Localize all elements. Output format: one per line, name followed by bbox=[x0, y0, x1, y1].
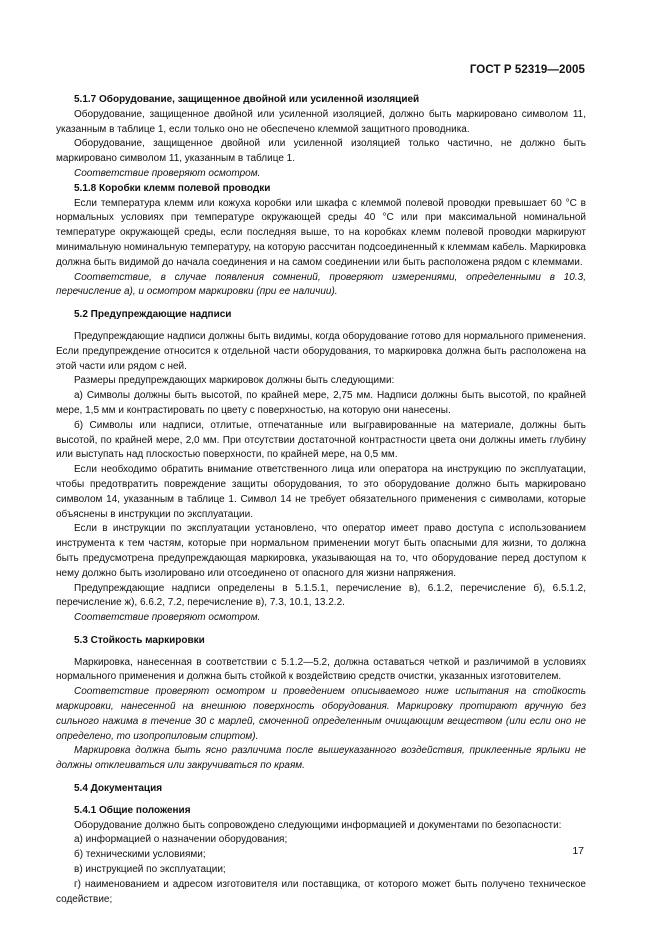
section-5-4-heading: 5.4 Документация bbox=[74, 783, 163, 795]
standard-header: ГОСТ Р 52319—2005 bbox=[469, 64, 585, 76]
list-item-b: б) техническими условиями; bbox=[74, 849, 206, 861]
paragraph: Если температура клемм или кожуха коробки или шкафа с клеммой полевой проводки превышает 60 °С в нормальных условиях при температуре окружающей среды 40 °С или при максимальной номинальной температуре окружающей среды, если последняя выше, то на коробках клемм полевой проводки маркируют минимальную номинальную температуру, на которую рассчитан подсоединенный к клеммам кабель. Маркировка должна быть видимой до начала соединения и на самом соединении или быть расположена рядом с клеммами. bbox=[56, 197, 586, 268]
list-item-g: г) наименованием и адресом изготовителя или поставщика, от которого может быть получено техническое содействие; bbox=[56, 878, 586, 905]
paragraph: Если необходимо обратить внимание ответственного лица или оператора на инструкцию по эксплуатации, чтобы предотвратить повреждение защиты оборудования, то это оборудование должно быть маркировано символом 14, указанным в таблице 1. Символ 14 не требует обязательного применения с символами, которые объяснены в инструкции по эксплуатации. bbox=[56, 464, 586, 520]
paragraph: Размеры предупреждающих маркировок должны быть следующими: bbox=[74, 375, 395, 387]
section-5-4-1-heading: 5.4.1 Общие положения bbox=[74, 804, 191, 816]
page-number: 17 bbox=[572, 845, 584, 857]
paragraph: Оборудование, защищенное двойной или усиленной изоляцией только частично, не должно быть маркировано символом 11, указанным в таблице 1. bbox=[56, 138, 586, 165]
section-5-1-8-heading: 5.1.8 Коробки клемм полевой проводки bbox=[74, 182, 271, 194]
compliance-note: Соответствие проверяют осмотром. bbox=[74, 612, 261, 624]
paragraph: Предупреждающие надписи должны быть видимы, когда оборудование готово для нормального применения. Если предупреждение относится к отдельной части оборудования, то маркировка должна быть расположена на этой части или рядом с ней. bbox=[56, 330, 586, 372]
section-5-2-heading: 5.2 Предупреждающие надписи bbox=[74, 309, 232, 321]
compliance-note: Соответствие проверяют осмотром. bbox=[74, 167, 261, 179]
paragraph: Оборудование должно быть сопровождено следующими информацией и документами по безопасности: bbox=[74, 819, 562, 831]
compliance-note: Соответствие проверяют осмотром и проведением описываемого ниже испытания на стойкость маркировки, нанесенной на внешнюю поверхность оборудования. Маркировку протирают вручную без сильного нажима в течение 30 с марлей, смоченной определенным очищающим веществом (или если оно не определено, то изопропиловым спиртом). bbox=[56, 686, 586, 742]
list-item-a: а) информацией о назначении оборудования; bbox=[74, 834, 288, 846]
paragraph: Оборудование, защищенное двойной или усиленной изоляцией, должно быть маркировано символом 11, указанным в таблице 1, если только оно не обеспечено клеммой защитного проводника. bbox=[56, 108, 586, 135]
document-body bbox=[56, 93, 586, 907]
list-item-b: б) Символы или надписи, отлитые, отпечатанные или выгравированные на материале, должны быть высотой, по крайней мере, 2,0 мм. При отсутствии достаточной контрастности цвета они должны иметь глубину или выступать над плоскостью поверхности, по крайней мере, на 0,5 мм. bbox=[56, 419, 586, 461]
list-item-a: а) Символы должны быть высотой, по крайней мере, 2,75 мм. Надписи должны быть высотой, по крайней мере, 1,5 мм и контрастировать по цвету с поверхностью, на которую они нанесены. bbox=[56, 390, 586, 416]
compliance-note: Соответствие, в случае появления сомнений, проверяют измерениями, определенными в 10.3, перечисление а), и осмотром маркировки (при ее наличии). bbox=[56, 271, 586, 298]
list-item-v: в) инструкцией по эксплуатации; bbox=[74, 864, 226, 876]
compliance-note: Маркировка должна быть ясно различима после вышеуказанного воздействия, приклеенные ярлыки не должны отклеиваться или закручиваться по краям. bbox=[56, 745, 586, 772]
paragraph: Маркировка, нанесенная в соответствии с 5.1.2—5.2, должна оставаться четкой и различимой в условиях нормального применения и должна быть стойкой к воздействию средств очистки, указанных изготовителем. bbox=[56, 656, 586, 683]
paragraph: Предупреждающие надписи определены в 5.1.5.1, перечисление в), 6.1.2, перечисление б), 6.5.1.2, перечисление ж), 6.6.2, 7.2, перечисление в), 7.3, 10.1, 13.2.2. bbox=[56, 582, 586, 609]
paragraph: Если в инструкции по эксплуатации установлено, что оператор имеет право доступа с использованием инструмента к тем частям, которые при нормальном применении могут быть опасными для жизни, то должна быть предусмотрена предупреждающая маркировка, указывающая на то, что оборудование перед доступом к нему должно быть изолировано или отсоединено от опасного для жизни напряжения. bbox=[56, 523, 586, 579]
section-5-3-heading: 5.3 Стойкость маркировки bbox=[74, 634, 205, 646]
section-5-1-7-heading: 5.1.7 Оборудование, защищенное двойной или усиленной изоляцией bbox=[74, 94, 420, 105]
